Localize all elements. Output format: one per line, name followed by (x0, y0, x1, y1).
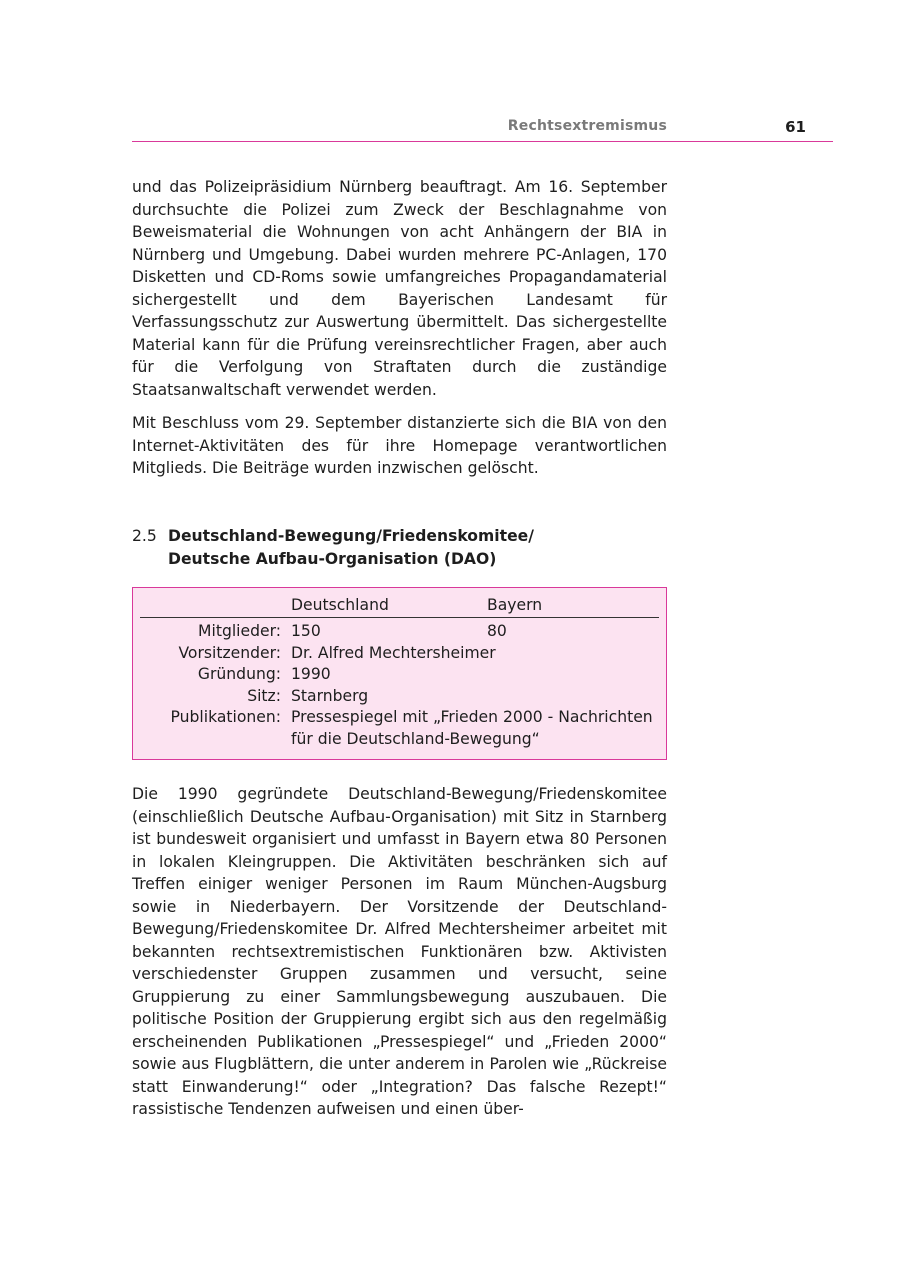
column-header-germany: Deutschland (291, 596, 389, 614)
row-publications (133, 707, 666, 750)
section-title (168, 525, 667, 570)
seat-label: Sitz: (247, 686, 281, 705)
seat-value: Starnberg (291, 686, 369, 705)
row-founded (133, 664, 666, 686)
fact-box-rows (133, 621, 666, 750)
fact-box-rule (140, 617, 659, 618)
row-seat (133, 686, 666, 708)
column-header-bavaria: Bayern (487, 596, 543, 614)
row-members (133, 621, 666, 643)
section-title-line-2: Deutsche Aufbau-Organisation (DAO) (168, 549, 497, 568)
members-germany: 150 (291, 622, 321, 640)
fact-box (132, 587, 667, 760)
running-head: Rechtsextremismus (507, 118, 667, 134)
fact-box-header (133, 595, 666, 617)
founded-label: Gründung: (197, 665, 281, 683)
section-heading (132, 525, 667, 570)
page-number: 61 (785, 118, 806, 136)
chair-value: Dr. Alfred Mechtersheimer (291, 643, 496, 662)
publications-line-1: Pressespiegel mit „Frieden 2000 - Nachrichten (291, 708, 653, 726)
section-number: 2.5 (132, 527, 157, 545)
header-rule (132, 141, 833, 142)
paragraph-dao-description: Die 1990 gegründete Deutschland-Bewegung/Friedenskomitee (einschließlich Deutsche Aufbau-Organisation) mit Sitz in Starnberg ist bundesweit organisiert und umfasst in Bayern etwa 80 Personen in lokalen Kleingruppen. Die Aktivitäten beschränken sich auf Treffen einiger weniger Personen im Raum München-Augsburg sowie in Niederbayern. Der Vorsitzende der Deutschland-Bewegung/Friedenskomitee Dr. Alfred Mechtersheimer arbeitet mit bekannten rechtsextremistischen Funktionären bzw. Aktivisten verschiedenster Gruppen zusammen und versucht, seine Gruppierung zu einer Sammlungsbewegung auszubauen. Die politische Position der Gruppierung ergibt sich aus den regelmäßig erscheinenden Publikationen „Pressespiegel“ und „Frieden 2000“ sowie aus Flugblättern, die unter anderem in Parolen wie „Rückreise statt Einwanderung!“ oder „Integration? Das falsche Rezept!“ rassistische Tendenzen aufweisen und einen über- (132, 785, 667, 1118)
publications-value (291, 707, 661, 750)
section-title-line-1: Deutschland-Bewegung/Friedenskomitee/ (168, 527, 534, 545)
founded-value: 1990 (291, 665, 331, 683)
paragraph-bia-search: und das Polizeipräsidium Nürnberg beauftragt. Am 16. September durchsuchte die Polizei zum Zweck der Beschlagnahme von Beweismaterial die Wohnungen von acht Anhängern der BIA in Nürnberg und Umgebung. Dabei wurden mehrere PC-Anlagen, 170 Disketten und CD-Roms sowie umfangreiches Propagandamaterial sichergestellt und dem Bayerischen Landesamt für Verfassungsschutz zur Auswertung übermittelt. Das sichergestellte Material kann für die Prüfung vereinsrechtlicher Fragen, aber auch für die Verfolgung von Straftaten durch die zuständige Staatsanwaltschaft verwendet werden. (132, 178, 667, 399)
publications-label: Publikationen: (170, 708, 281, 726)
members-bavaria: 80 (487, 622, 507, 640)
publications-line-2: für die Deutschland-Bewegung“ (291, 729, 540, 748)
paragraph-bia-decision: Mit Beschluss vom 29. September distanzierte sich die BIA von den Internet-Aktivitäten des für ihre Homepage verantwortlichen Mitglieds. Die Beiträge wurden inzwischen gelöscht. (132, 414, 667, 477)
members-label: Mitglieder: (198, 622, 281, 640)
row-chair (133, 643, 666, 665)
chair-label: Vorsitzender: (178, 643, 281, 662)
